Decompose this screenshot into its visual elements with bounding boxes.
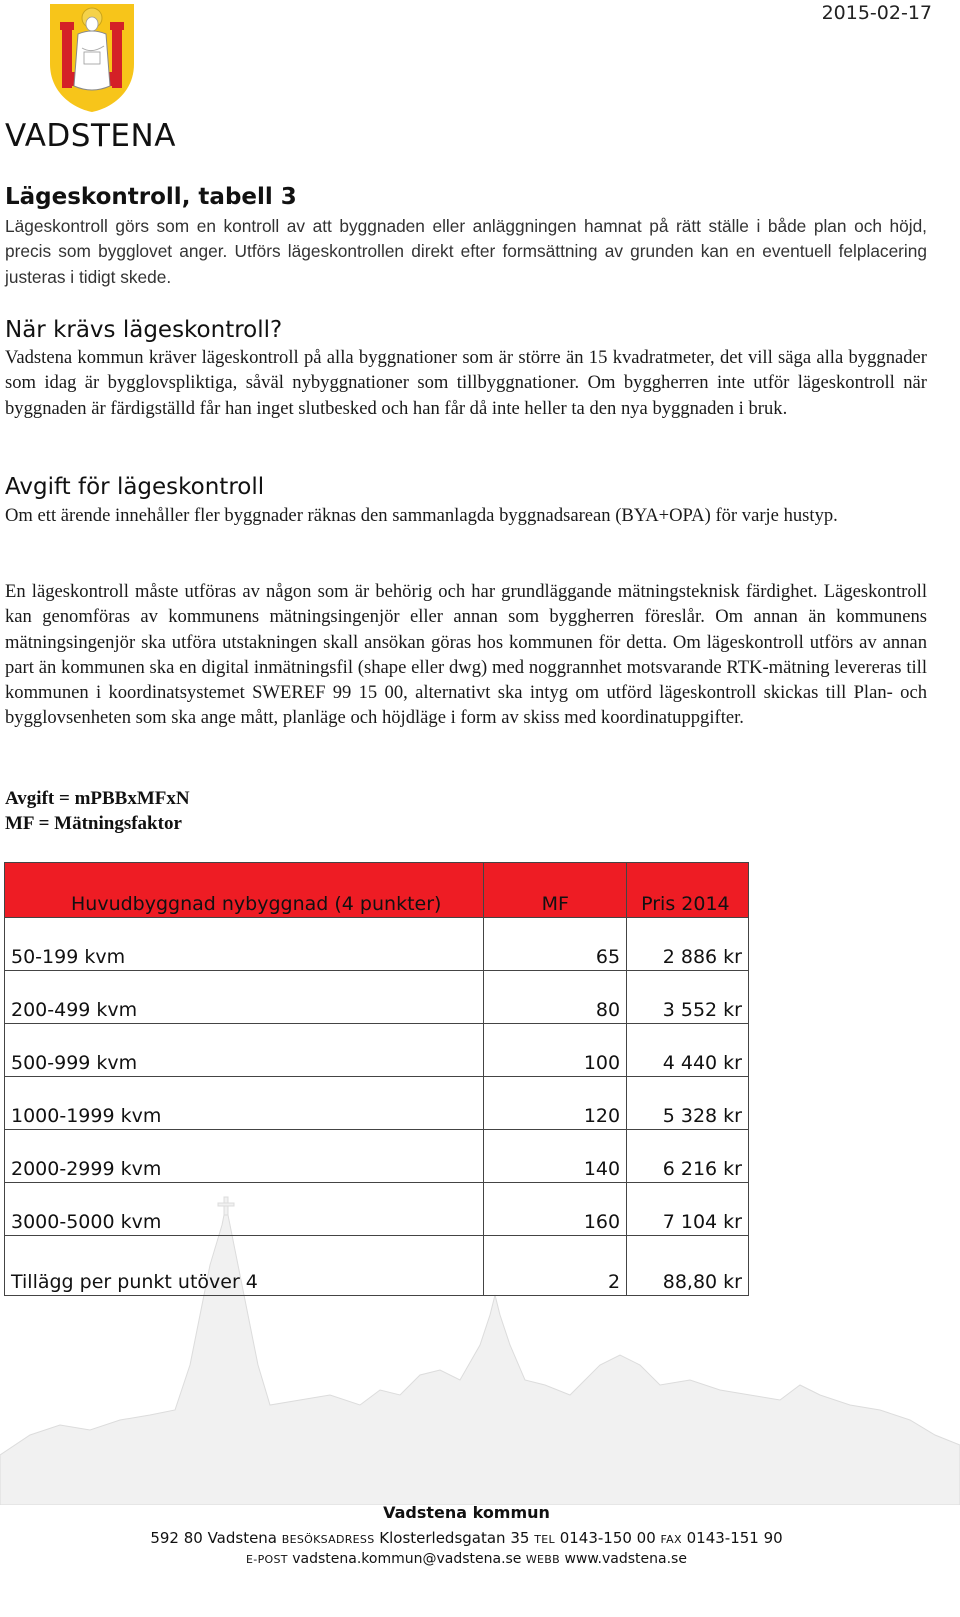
table-row [5,1236,749,1296]
row-area: 50-199 kvm [5,918,484,971]
footer-visit-label: BESÖKSADRESS [281,1533,375,1546]
footer-tel: 0143-150 00 [559,1529,656,1547]
fee-table [4,862,749,1296]
row-area: 3000-5000 kvm [5,1183,484,1236]
row-mf: 80 [484,971,627,1024]
table-row [5,1130,749,1183]
table-row [5,1077,749,1130]
vadstena-wordmark: VADSTENA [5,118,176,154]
footer-email-link[interactable]: vadstena.kommun@vadstena.se [292,1551,522,1567]
table-row [5,918,749,971]
footer-email-label: E-POST [246,1553,288,1566]
footer-visit-address: Klosterledsgatan 35 [379,1529,530,1547]
vadstena-coat-of-arms-logo [48,2,136,114]
header-price: Pris 2014 [627,863,749,918]
footer-fax: 0143-151 90 [686,1529,783,1547]
header-building-type: Huvudbyggnad nybyggnad (4 punkter) [5,863,484,918]
row-price: 5 328 kr [627,1077,749,1130]
row-area: Tillägg per punkt utöver 4 [5,1236,484,1296]
row-mf: 2 [484,1236,627,1296]
row-price: 6 216 kr [627,1130,749,1183]
footer-fax-label: FAX [660,1533,682,1546]
when-required-paragraph: Vadstena kommun kräver lägeskontroll på alla byggnationer som är större än 15 kvadratmeter, det vill säga alla byggnader som idag är bygglovspliktiga, såväl nybyggnationer som tillbyggnationer. Om byggherren inte utför lägeskontroll när byggnaden är färdigställd får han inget slutbesked och han får då inte heller ta den nya byggnaden i bruk. [5,347,927,419]
footer-postal: 592 80 Vadstena [150,1529,277,1547]
footer-web-link[interactable]: www.vadstena.se [564,1551,687,1567]
row-area: 500-999 kvm [5,1024,484,1077]
row-price: 88,80 kr [627,1236,749,1296]
document-date: 2015-02-17 [821,2,932,24]
row-price: 3 552 kr [627,971,749,1024]
header-mf: MF [484,863,627,918]
when-required-heading: När krävs lägeskontroll? [5,317,283,343]
table-header-row [5,863,749,918]
footer-tel-label: TEL [534,1533,555,1546]
fee-heading: Avgift för lägeskontroll [5,474,265,500]
intro-paragraph: Lägeskontroll görs som en kontroll av att byggnaden eller anläggningen hamnat på rätt ställe i både plan och höjd, precis som bygglovet anger. Utförs lägeskontrollen direkt efter formsättning av grunden kan en eventuell felplacering justeras i tidigt skede. [5,216,927,287]
row-area: 1000-1999 kvm [5,1077,484,1130]
fee-paragraph-2: En lägeskontroll måste utföras av någon som är behörig och har grundläggande mätningsteknisk färdighet. Lägeskontroll kan genomföras av kommunens mätningsingenjör eller annan som byggherren föreslår. Om annan än kommunens mätningsingenjör ska utföra utstakningen skall ansökan göras hos kommunen för detta. Om lägeskontroll utförs av annan part än kommunen ska en digital inmätningsfil (shape eller dwg) med noggrannhet motsvarande RTK-mätning levereras till kommunen i koordinatsystemet SWEREF 99 15 00, alternativt ska intyg om utförd lägeskontroll skickas till Plan- och bygglovsenheten som ska ange mått, planläge och höjdläge i form av skiss med koordinatuppgifter. [5,581,927,729]
fee-formula: Avgift = mPBBxMFxN [5,788,190,809]
row-price: 4 440 kr [627,1024,749,1077]
row-area: 200-499 kvm [5,971,484,1024]
footer-contact-line [0,1551,933,1567]
row-area: 2000-2999 kvm [5,1130,484,1183]
fee-formula-definition: MF = Mätningsfaktor [5,813,182,834]
row-mf: 160 [484,1183,627,1236]
row-mf: 140 [484,1130,627,1183]
table-row [5,1024,749,1077]
row-mf: 100 [484,1024,627,1077]
table-row [5,971,749,1024]
row-price: 2 886 kr [627,918,749,971]
row-mf: 65 [484,918,627,971]
page-title: Lägeskontroll, tabell 3 [5,184,297,210]
table-row [5,1183,749,1236]
fee-paragraph-1: Om ett ärende innehåller fler byggnader räknas den sammanlagda byggnadsarean (BYA+OPA) för varje hustyp. [5,505,838,526]
footer-web-label: WEBB [525,1553,560,1566]
row-price: 7 104 kr [627,1183,749,1236]
row-mf: 120 [484,1077,627,1130]
footer-organization: Vadstena kommun [383,1503,550,1522]
footer-address-line [0,1529,933,1547]
